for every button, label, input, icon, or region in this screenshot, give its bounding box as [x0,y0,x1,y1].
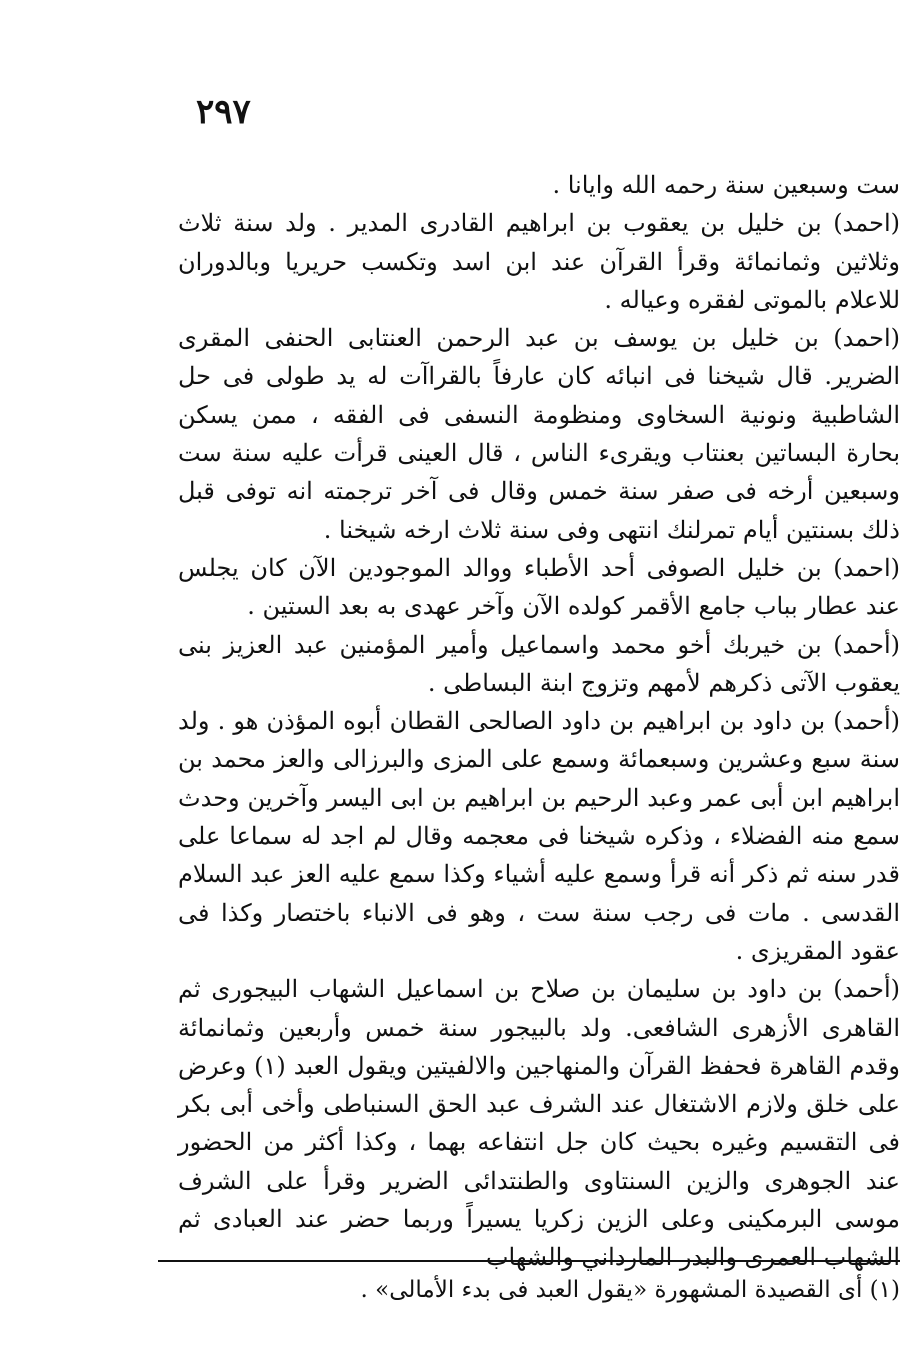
main-text [178,166,900,1277]
paragraph-7: (أحمد) بن داود بن سليمان بن صلاح بن اسماعيل الشهاب البيجورى ثم القاهرى الأزهرى الشافعى. ولد بالبيجور سنة خمس وأربعين وثمانمائة وقدم القاهرة فحفظ القرآن والمنهاجين والالفيتين ويقول العبد (١) وعرض على خلق ولازم الاشتغال عند الشرف عبد الحق السنباطى وأخى أبى بكر فى التقسيم وغيره بحيث كان جل انتفاعه بهما ، وكذا أكثر من الحضور عند الجوهرى والزين السنتاوى والطنتدائى الضرير وقرأ على الشرف موسى البرمكينى وعلى الزين زكريا يسيراً وربما حضر عند العبادى ثم الشهاب العمرى والبدر المارداني والشهاب [178,975,901,1272]
footnote: (١) أى القصيدة المشهورة «يقول العبد فى بدء الأمالى» . [360,1277,900,1303]
page-number: ٢٩٧ [196,92,251,132]
paragraph-2: (احمد) بن خليل بن يعقوب بن ابراهيم القادرى المدير . ولد سنة ثلاث وثلاثين وثمانمائة وقرأ القرآن عند ابن اسد وتكسب حريريا وبالدوران للاعلام بالموتى لفقره وعياله . [178,209,900,314]
footnote-divider [158,1260,900,1262]
paragraph-4: (احمد) بن خليل الصوفى أحد الأطباء ووالد الموجودين الآن كان يجلس عند عطار بباب جامع الأقمر كولده الآن وآخر عهدى به بعد الستين . [178,553,900,621]
paragraph-1: ست وسبعين سنة رحمه الله وايانا . [552,171,900,199]
paragraph-6: (أحمد) بن داود بن ابراهيم بن داود الصالحى القطان أبوه المؤذن هو . ولد سنة سبع وعشرين وسبعمائة وسمع على المزى والبرزالى والعز محمد بن ابراهيم ابن أبى عمر وعبد الرحيم بن ابراهيم بن ابى اليسر وآخرين وحدث سمع منه الفضلاء ، وذكره شيخنا فى معجمه وقال لم اجد له سماعا على قدر سنه ثم ذكر أنه قرأ وسمع عليه أشياء وكذا سمع عليه العز عبد السلام القدسى . مات فى رجب سنة ست ، وهو فى الانباء باختصار وكذا فى عقود المقريزى . [178,707,900,965]
paragraph-5: (أحمد) بن خيربك أخو محمد واسماعيل وأمير المؤمنين عبد العزيز بنى يعقوب الآتى ذكرهم لأمهم وتزوج ابنة البساطى . [178,630,900,697]
paragraph-3: (احمد) بن خليل بن يوسف بن عبد الرحمن العنتابى الحنفى المقرى الضرير. قال شيخنا فى انبائه كان عارفاً بالقراآت له يد طولى فى حل الشاطبية ونونية السخاوى ومنظومة النسفى فى الفقه ، ممن يسكن بحارة البساتين بعنتاب ويقرىء الناس ، قال العينى قرأت عليه سنة ست وسبعين أرخه فى صفر سنة خمس وقال فى آخر ترجمته انه توفى قبل ذلك بسنتين أيام تمرلنك انتهى وفى سنة ثلاث ارخه شيخنا . [178,324,900,544]
